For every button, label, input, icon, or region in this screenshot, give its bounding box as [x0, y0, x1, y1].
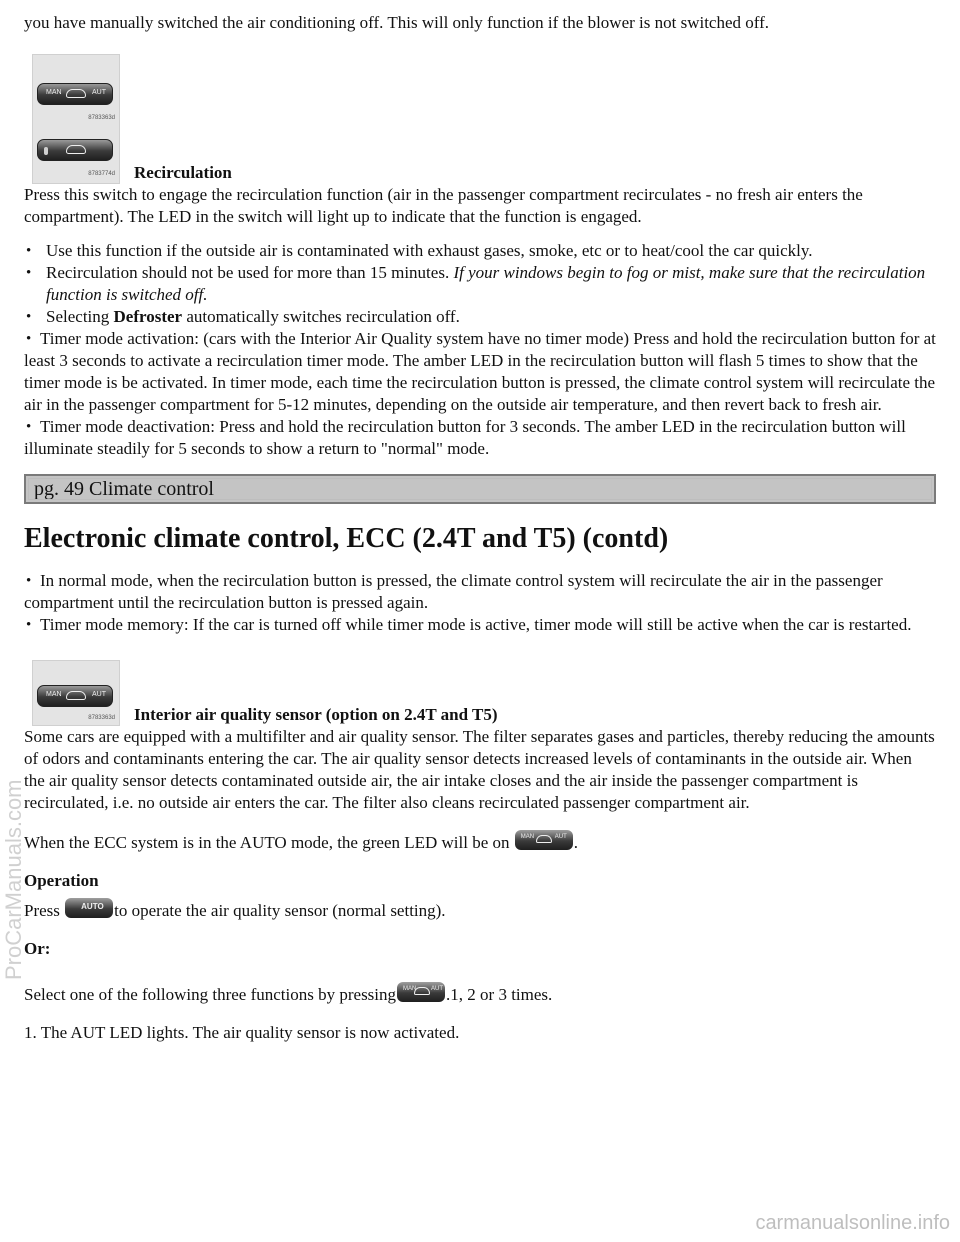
list-item: • Use this function if the outside air is contaminated with exhaust gases, smoke, etc or to heat/cool the car quickly.: [24, 240, 936, 262]
figure-code: 8783363d: [88, 715, 115, 721]
list-item: • Timer mode activation: (cars with the Interior Air Quality system have no timer mode) Press and hold the recirculation button for at least 3 seconds to activate a recirculation timer mode. The amber LED in the recirculation button will flash 5 times to show that the timer mode is be activated. In timer mode, each time the recirculation button is pressed, the climate control system will recirculate the air in the passenger compartment for 5-12 minutes, depending on the outside air temperature, and then revert back to fresh air.: [24, 328, 936, 416]
recirculation-figure-row: [24, 54, 936, 184]
air-quality-heading: Interior air quality sensor (option on 2.4T and T5): [134, 705, 498, 724]
air-quality-description: Some cars are equipped with a multifilter and air quality sensor. The filter separates gases and particles, thereby reducing the amounts of odors and contaminants entering the car. The air quality sensor detects increased levels of contaminants in the outside air. When the air quality sensor detects contaminated outside air, the air intake closes and the air inside the passenger compartment is recirculated, i.e. no outside air enters the car. The filter also cleans recirculated passenger compartment air.: [24, 727, 935, 812]
or-heading: Or:: [24, 939, 51, 958]
man-aut-switch-icon: MAN AUT: [515, 830, 573, 850]
select-functions-text: Select one of the following three functions by pressing MAN AUT .1, 2 or 3 times.: [24, 982, 936, 1006]
recirculation-description: Press this switch to engage the recirculation function (air in the passenger compartment recirculates - no fresh air enters the compartment). The LED in the switch will light up to indicate that the function is engaged.: [24, 185, 863, 226]
air-quality-switch-image: [32, 660, 120, 726]
recirculation-heading: Recirculation: [134, 163, 232, 182]
list-item: • Timer mode deactivation: Press and hold the recirculation button for 3 seconds. The amber LED in the recirculation button will illuminate steadily for 5 seconds to show a return to "normal" mode.: [24, 416, 936, 460]
contd-bullets: [24, 570, 936, 636]
list-item: • Selecting Defroster automatically switches recirculation off.: [24, 306, 936, 328]
man-aut-switch-icon: MAN AUT: [37, 685, 113, 707]
footer-watermark: carmanualsonline.info: [755, 1212, 950, 1234]
list-item: • In normal mode, when the recirculation button is pressed, the climate control system will recirculate the air in the passenger compartment until the recirculation button is pressed again.: [24, 570, 936, 614]
intro-text: you have manually switched the air conditioning off. This will only function if the blower is not switched off.: [24, 13, 770, 32]
side-watermark: ProCarManuals.com: [1, 779, 26, 981]
recirculation-switch-icon: [37, 139, 113, 161]
page-title: Electronic climate control, ECC (2.4T and T5) (contd): [24, 523, 669, 554]
man-aut-switch-icon: MAN AUT: [37, 83, 113, 105]
auto-mode-text: When the ECC system is in the AUTO mode, the green LED will be on MAN AUT .: [24, 830, 936, 854]
list-item: • Recirculation should not be used for more than 15 minutes. If your windows begin to fog or mist, make sure that the recirculation function is switched off.: [24, 262, 936, 306]
manual-page: [24, 10, 936, 1044]
recirculation-bullets: [24, 240, 936, 460]
figure-code: 8783774d: [88, 171, 115, 177]
auto-button-icon: AUTO: [65, 898, 113, 918]
operation-heading: Operation: [24, 871, 99, 890]
list-item: • Timer mode memory: If the car is turned off while timer mode is active, timer mode will still be active when the car is restarted.: [24, 614, 936, 636]
press-auto-text: Press AUTO to operate the air quality sensor (normal setting).: [24, 898, 936, 922]
man-aut-switch-icon: MAN AUT: [397, 982, 445, 1002]
air-quality-figure-row: [24, 660, 936, 726]
recirculation-switch-image: [32, 54, 120, 184]
page-banner: pg. 49 Climate control: [24, 474, 936, 504]
step-1-text: 1. The AUT LED lights. The air quality sensor is now activated.: [24, 1023, 460, 1042]
figure-code: 8783363d: [88, 115, 115, 121]
